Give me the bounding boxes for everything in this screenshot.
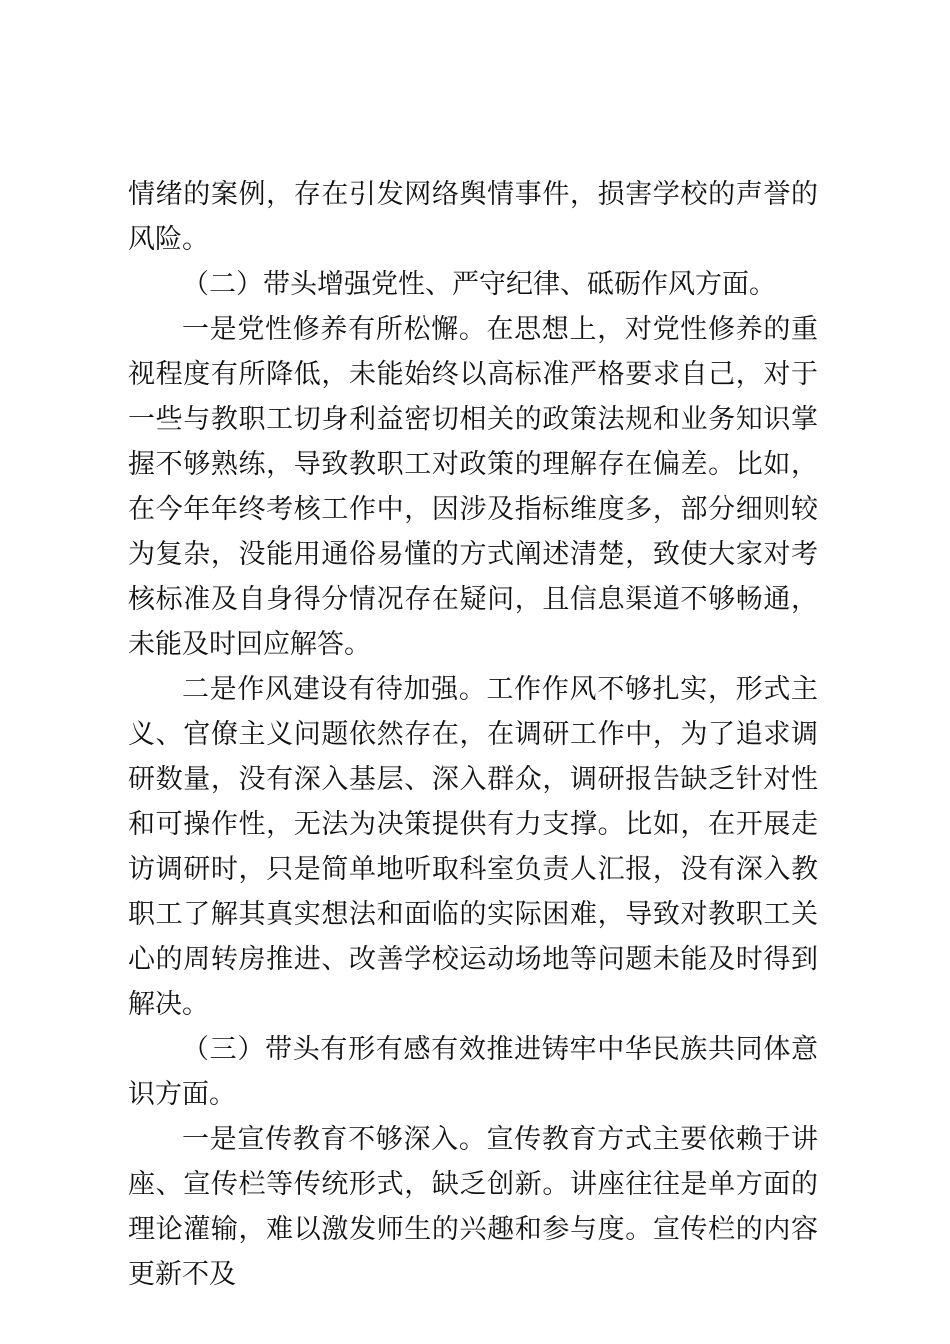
section-heading-2: （二）带头增强党性、严守纪律、砥砺作风方面。 (182, 269, 776, 300)
paragraph-party-spirit: 一是党性修养有所松懈。在思想上，对党性修养的重视程度有所降低，未能始终以高标准严格要求自己，对于一些与教职工切身利益密切相关的政策法规和业务知识掌握不够熟练，导致教职工对政策的理解存在偏差。比如，在今年年终考核工作中，因涉及指标维度多，部分细则较为复杂，没能用通俗易懂的方式阐述清楚，致使大家对考核标准及自身得分情况存在疑问，且信息渠道不够畅通，未能及时回应解答。 (128, 314, 818, 660)
section-heading-3: （三）带头有形有感有效推进铸牢中华民族共同体意识方面。 (128, 1034, 818, 1110)
document-body (128, 172, 818, 1297)
paragraph-work-style: 二是作风建设有待加强。工作作风不够扎实，形式主义、官僚主义问题依然存在，在调研工作中，为了追求调研数量，没有深入基层、深入群众，调研报告缺乏针对性和可操作性，无法为决策提供有力支撑。比如，在开展走访调研时，只是简单地听取科室负责人汇报，没有深入教职工了解其真实想法和面临的实际困难，导致对教职工关心的周转房推进、改善学校运动场地等问题未能及时得到解决。 (128, 674, 818, 1020)
paragraph-continuation: 情绪的案例，存在引发网络舆情事件，损害学校的声誉的风险。 (128, 179, 818, 255)
paragraph-publicity-education: 一是宣传教育不够深入。宣传教育方式主要依赖于讲座、宣传栏等传统形式，缺乏创新。讲座往往是单方面的理论灌输，难以激发师生的兴趣和参与度。宣传栏的内容更新不及 (128, 1124, 818, 1290)
